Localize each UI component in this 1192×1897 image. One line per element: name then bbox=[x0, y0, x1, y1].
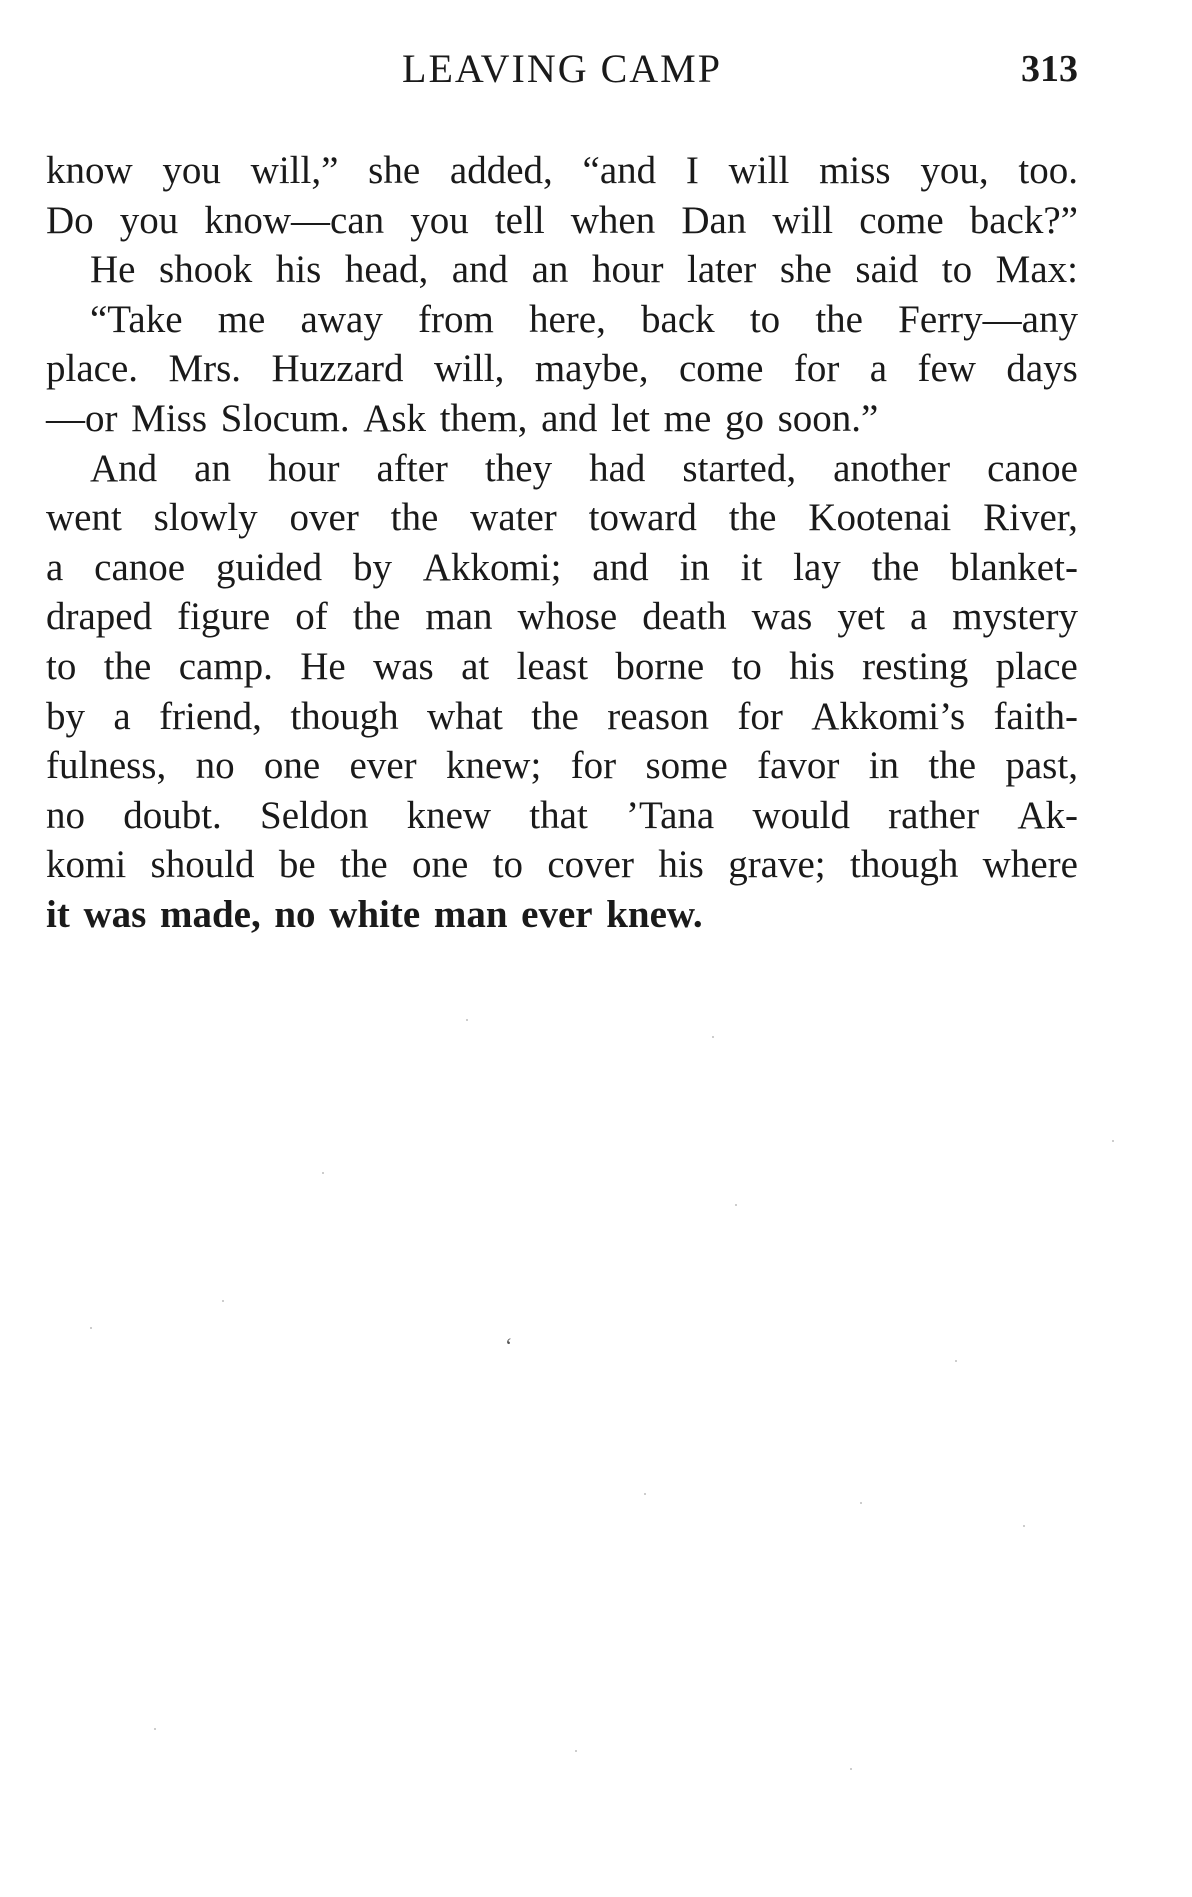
word: them, bbox=[439, 396, 528, 440]
word: you bbox=[162, 149, 221, 192]
word: one bbox=[412, 843, 469, 887]
word: you bbox=[410, 198, 469, 242]
word: go bbox=[724, 396, 764, 440]
word: I bbox=[685, 149, 699, 192]
word: Akkomi’s bbox=[811, 694, 966, 738]
word: it bbox=[46, 892, 70, 936]
word: the bbox=[871, 545, 920, 589]
word: reason bbox=[607, 694, 710, 738]
word: toward bbox=[588, 496, 697, 540]
text-line bbox=[46, 344, 1078, 394]
scan-speck bbox=[322, 1172, 324, 1174]
word: “and bbox=[582, 149, 657, 192]
word: to bbox=[46, 644, 77, 688]
running-title: LEAVING CAMP bbox=[402, 46, 722, 91]
word: back bbox=[641, 297, 715, 341]
word: when bbox=[570, 198, 656, 242]
scan-speck bbox=[1023, 1525, 1025, 1527]
word: canoe bbox=[94, 545, 186, 589]
word: canoe bbox=[987, 446, 1078, 490]
word: what bbox=[427, 694, 503, 738]
text-line bbox=[46, 394, 1078, 444]
word: the bbox=[340, 843, 388, 887]
word: head, bbox=[344, 248, 429, 292]
word: though bbox=[849, 843, 959, 887]
word: that bbox=[529, 793, 588, 837]
text-line bbox=[46, 146, 1078, 196]
word: was bbox=[373, 644, 434, 688]
word: was bbox=[751, 595, 813, 639]
word: yet bbox=[837, 595, 885, 639]
word: past, bbox=[1005, 744, 1078, 788]
word: maybe, bbox=[534, 347, 649, 391]
word: one bbox=[263, 744, 321, 788]
text-line bbox=[46, 840, 1078, 890]
word: Kootenai bbox=[808, 496, 952, 540]
word: slowly bbox=[153, 496, 258, 540]
text-line bbox=[46, 493, 1078, 543]
word: me bbox=[217, 297, 266, 341]
word: come bbox=[859, 198, 944, 242]
word: some bbox=[645, 744, 728, 788]
word: be bbox=[278, 843, 316, 887]
word: it bbox=[740, 545, 763, 589]
word: his bbox=[275, 248, 322, 292]
word: He bbox=[90, 248, 136, 292]
running-head bbox=[46, 44, 1078, 94]
word: rather bbox=[888, 793, 980, 837]
word: too. bbox=[1018, 149, 1078, 192]
word: Ak- bbox=[1017, 793, 1078, 837]
word: an bbox=[194, 446, 231, 490]
scan-speck bbox=[222, 1300, 224, 1302]
word: Miss bbox=[131, 396, 208, 440]
scan-speck bbox=[712, 1036, 714, 1038]
word: camp. bbox=[178, 644, 273, 688]
word: no bbox=[274, 892, 316, 936]
word: over bbox=[289, 496, 359, 540]
word: know—can bbox=[204, 198, 385, 242]
word: komi bbox=[46, 843, 127, 887]
word: to bbox=[941, 248, 973, 292]
word: know bbox=[46, 149, 133, 192]
word: started, bbox=[682, 446, 797, 490]
word: He bbox=[300, 644, 346, 688]
word: fulness, bbox=[46, 744, 167, 788]
word: had bbox=[589, 446, 646, 490]
word: here, bbox=[528, 297, 606, 341]
word: Huzzard bbox=[271, 347, 404, 391]
word: place. bbox=[46, 347, 139, 391]
word: hour bbox=[267, 446, 340, 490]
scan-speck bbox=[154, 1728, 156, 1730]
word: a bbox=[113, 694, 131, 738]
text-line bbox=[46, 444, 1078, 494]
word: the bbox=[815, 297, 863, 341]
word: mystery bbox=[952, 595, 1078, 639]
body-text bbox=[46, 146, 1078, 940]
word: no bbox=[46, 793, 85, 837]
word: will, bbox=[433, 347, 505, 391]
word: man bbox=[433, 892, 508, 936]
word: friend, bbox=[159, 694, 262, 738]
word: and bbox=[541, 396, 598, 440]
word: white bbox=[329, 892, 421, 936]
word: knew; bbox=[445, 744, 542, 788]
word: ever bbox=[521, 892, 593, 936]
word: guided bbox=[215, 545, 323, 589]
word: where bbox=[982, 843, 1078, 887]
word: let bbox=[611, 396, 651, 440]
word: you bbox=[119, 198, 179, 242]
word: blanket- bbox=[950, 545, 1078, 589]
word: will bbox=[728, 149, 790, 192]
word: Do bbox=[46, 198, 94, 242]
word: another bbox=[833, 446, 951, 490]
word: though bbox=[290, 694, 399, 738]
word: in bbox=[868, 744, 900, 788]
word: for bbox=[793, 347, 840, 391]
word: after bbox=[376, 446, 448, 490]
word: place bbox=[995, 644, 1078, 688]
word: later bbox=[687, 248, 757, 292]
word: no bbox=[195, 744, 235, 788]
scan-speck bbox=[466, 1019, 468, 1021]
word: a bbox=[46, 545, 64, 589]
word: in bbox=[679, 545, 710, 589]
word: Slocum. bbox=[220, 396, 350, 440]
word: the bbox=[531, 694, 579, 738]
word: and bbox=[451, 248, 509, 292]
word: to bbox=[749, 297, 781, 341]
word: said bbox=[855, 248, 919, 292]
word: miss bbox=[819, 149, 891, 192]
scan-speck bbox=[955, 1360, 957, 1362]
word: by bbox=[352, 545, 392, 589]
word: the bbox=[728, 496, 777, 540]
word: favor bbox=[757, 744, 840, 788]
word: whose bbox=[517, 595, 618, 639]
word: you, bbox=[920, 149, 989, 192]
text-line bbox=[46, 295, 1078, 345]
word: by bbox=[46, 694, 85, 738]
word: come bbox=[678, 347, 764, 391]
word: knew bbox=[406, 793, 492, 837]
word: his bbox=[789, 644, 835, 688]
word: me bbox=[663, 396, 712, 440]
scan-speck bbox=[90, 1327, 92, 1329]
word: for bbox=[737, 694, 783, 738]
word: few bbox=[917, 347, 976, 391]
text-line bbox=[46, 692, 1078, 742]
word: faith- bbox=[993, 694, 1078, 738]
word: River, bbox=[983, 496, 1078, 540]
word: the bbox=[390, 496, 439, 540]
word: draped bbox=[46, 595, 153, 639]
word: figure bbox=[177, 595, 271, 639]
word: and bbox=[592, 545, 649, 589]
word: —or bbox=[46, 396, 118, 440]
word: a bbox=[909, 595, 928, 639]
word: And bbox=[90, 446, 158, 490]
word: to bbox=[492, 843, 524, 887]
scan-speck bbox=[850, 1768, 852, 1770]
text-line bbox=[46, 245, 1078, 295]
word: doubt. bbox=[123, 793, 222, 837]
word: least bbox=[516, 644, 589, 688]
text-line bbox=[46, 741, 1078, 791]
word: Max: bbox=[995, 248, 1078, 292]
word: added, bbox=[449, 149, 553, 192]
word: Ask bbox=[363, 396, 427, 440]
text-line bbox=[46, 890, 1078, 940]
word: the bbox=[103, 644, 152, 688]
word: tell bbox=[494, 198, 545, 242]
word: will bbox=[772, 198, 834, 242]
scan-mark: ‘ bbox=[505, 1333, 513, 1358]
word: grave; bbox=[728, 843, 826, 887]
scan-speck bbox=[575, 1750, 577, 1752]
scan-speck bbox=[644, 1493, 646, 1495]
word: will,” bbox=[250, 149, 339, 192]
scan-speck bbox=[860, 1502, 862, 1504]
word: went bbox=[46, 496, 122, 540]
word: borne bbox=[615, 644, 705, 688]
word: ’Tana bbox=[626, 793, 715, 837]
word: should bbox=[150, 843, 255, 887]
word: resting bbox=[862, 644, 969, 688]
scan-speck bbox=[735, 1204, 737, 1206]
word: would bbox=[752, 793, 850, 837]
word: she bbox=[368, 149, 421, 192]
text-line bbox=[46, 543, 1078, 593]
word: made, bbox=[159, 892, 261, 936]
word: knew. bbox=[606, 892, 703, 936]
text-line bbox=[46, 642, 1078, 692]
word: to bbox=[731, 644, 762, 688]
page-number: 313 bbox=[1021, 48, 1078, 90]
word: at bbox=[461, 644, 490, 688]
word: the bbox=[928, 744, 977, 788]
word: the bbox=[352, 595, 401, 639]
scan-speck bbox=[1112, 1140, 1114, 1142]
word: a bbox=[869, 347, 888, 391]
text-line bbox=[46, 791, 1078, 841]
word: hour bbox=[591, 248, 664, 292]
text-line bbox=[46, 592, 1078, 642]
word: away bbox=[300, 297, 383, 341]
word: “Take bbox=[90, 297, 183, 341]
word: Dan bbox=[681, 198, 747, 242]
word: lay bbox=[793, 545, 841, 589]
word: an bbox=[531, 248, 569, 292]
word: back?” bbox=[969, 198, 1078, 242]
word: days bbox=[1006, 347, 1078, 391]
word: was bbox=[83, 892, 147, 936]
word: water bbox=[470, 496, 557, 540]
word: Seldon bbox=[260, 793, 369, 837]
word: she bbox=[779, 248, 832, 292]
word: death bbox=[642, 595, 727, 639]
word: shook bbox=[159, 248, 253, 292]
text-line bbox=[46, 196, 1078, 246]
word: cover bbox=[547, 843, 634, 887]
word: from bbox=[418, 297, 494, 341]
word: his bbox=[658, 843, 704, 887]
word: man bbox=[425, 595, 493, 639]
word: soon.” bbox=[777, 396, 879, 440]
word: they bbox=[484, 446, 553, 490]
word: Akkomi; bbox=[422, 545, 562, 589]
word: for bbox=[570, 744, 617, 788]
word: of bbox=[295, 595, 328, 639]
word: ever bbox=[349, 744, 417, 788]
word: Ferry—any bbox=[898, 297, 1078, 341]
word: Mrs. bbox=[168, 347, 242, 391]
